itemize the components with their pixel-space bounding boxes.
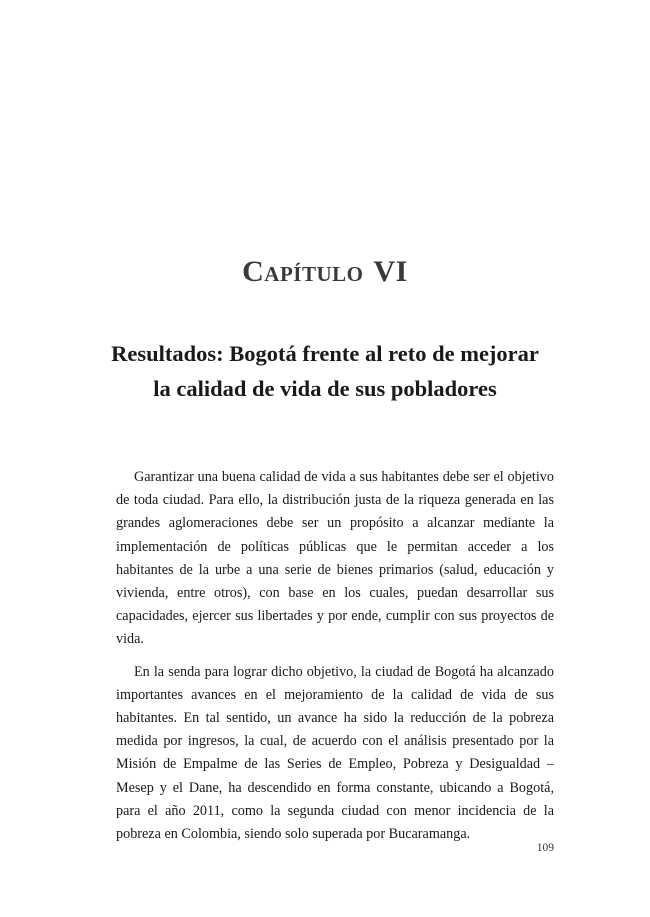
page-number: 109: [536, 842, 554, 854]
chapter-label: Capítulo: [242, 255, 364, 288]
body-text: [116, 466, 554, 855]
chapter-title-line-1: Resultados: Bogotá frente al reto de mejorar: [111, 341, 539, 366]
chapter-heading: [0, 255, 650, 289]
chapter-title-line-2: la calidad de vida de sus pobladores: [153, 376, 497, 401]
chapter-number: VI: [373, 255, 408, 288]
paragraph-2: En la senda para lograr dicho objetivo, la ciudad de Bogotá ha alcanzado importantes avances en el mejoramiento de la calidad de vida de sus habitantes. En tal sentido, un avance ha sido la reducción de la pobreza medida por ingresos, la cual, de acuerdo con el análisis presentado por la Misión de Empalme de las Series de Empleo, Pobreza y Desigualdad – Mesep y el Dane, ha descendido en forma constante, ubicando a Bogotá, para el año 2011, como la segunda ciudad con menor incidencia de la pobreza en Colombia, siendo solo superada por Bucaramanga.: [116, 663, 554, 843]
paragraph-1: Garantizar una buena calidad de vida a sus habitantes debe ser el objetivo de toda ciudad. Para ello, la distribución justa de la riqueza generada en las grandes aglomeraciones debe ser un propósito a alcanzar mediante la implementación de políticas públicas que le permitan acceder a los habitantes de la urbe a una serie de bienes primarios (salud, educación y vivienda, entre otros), con base en los cuales, puedan desarrollar sus capacidades, ejercer sus libertades y por ende, cumplir con sus proyectos de vida.: [116, 469, 554, 648]
chapter-title: [0, 336, 650, 406]
